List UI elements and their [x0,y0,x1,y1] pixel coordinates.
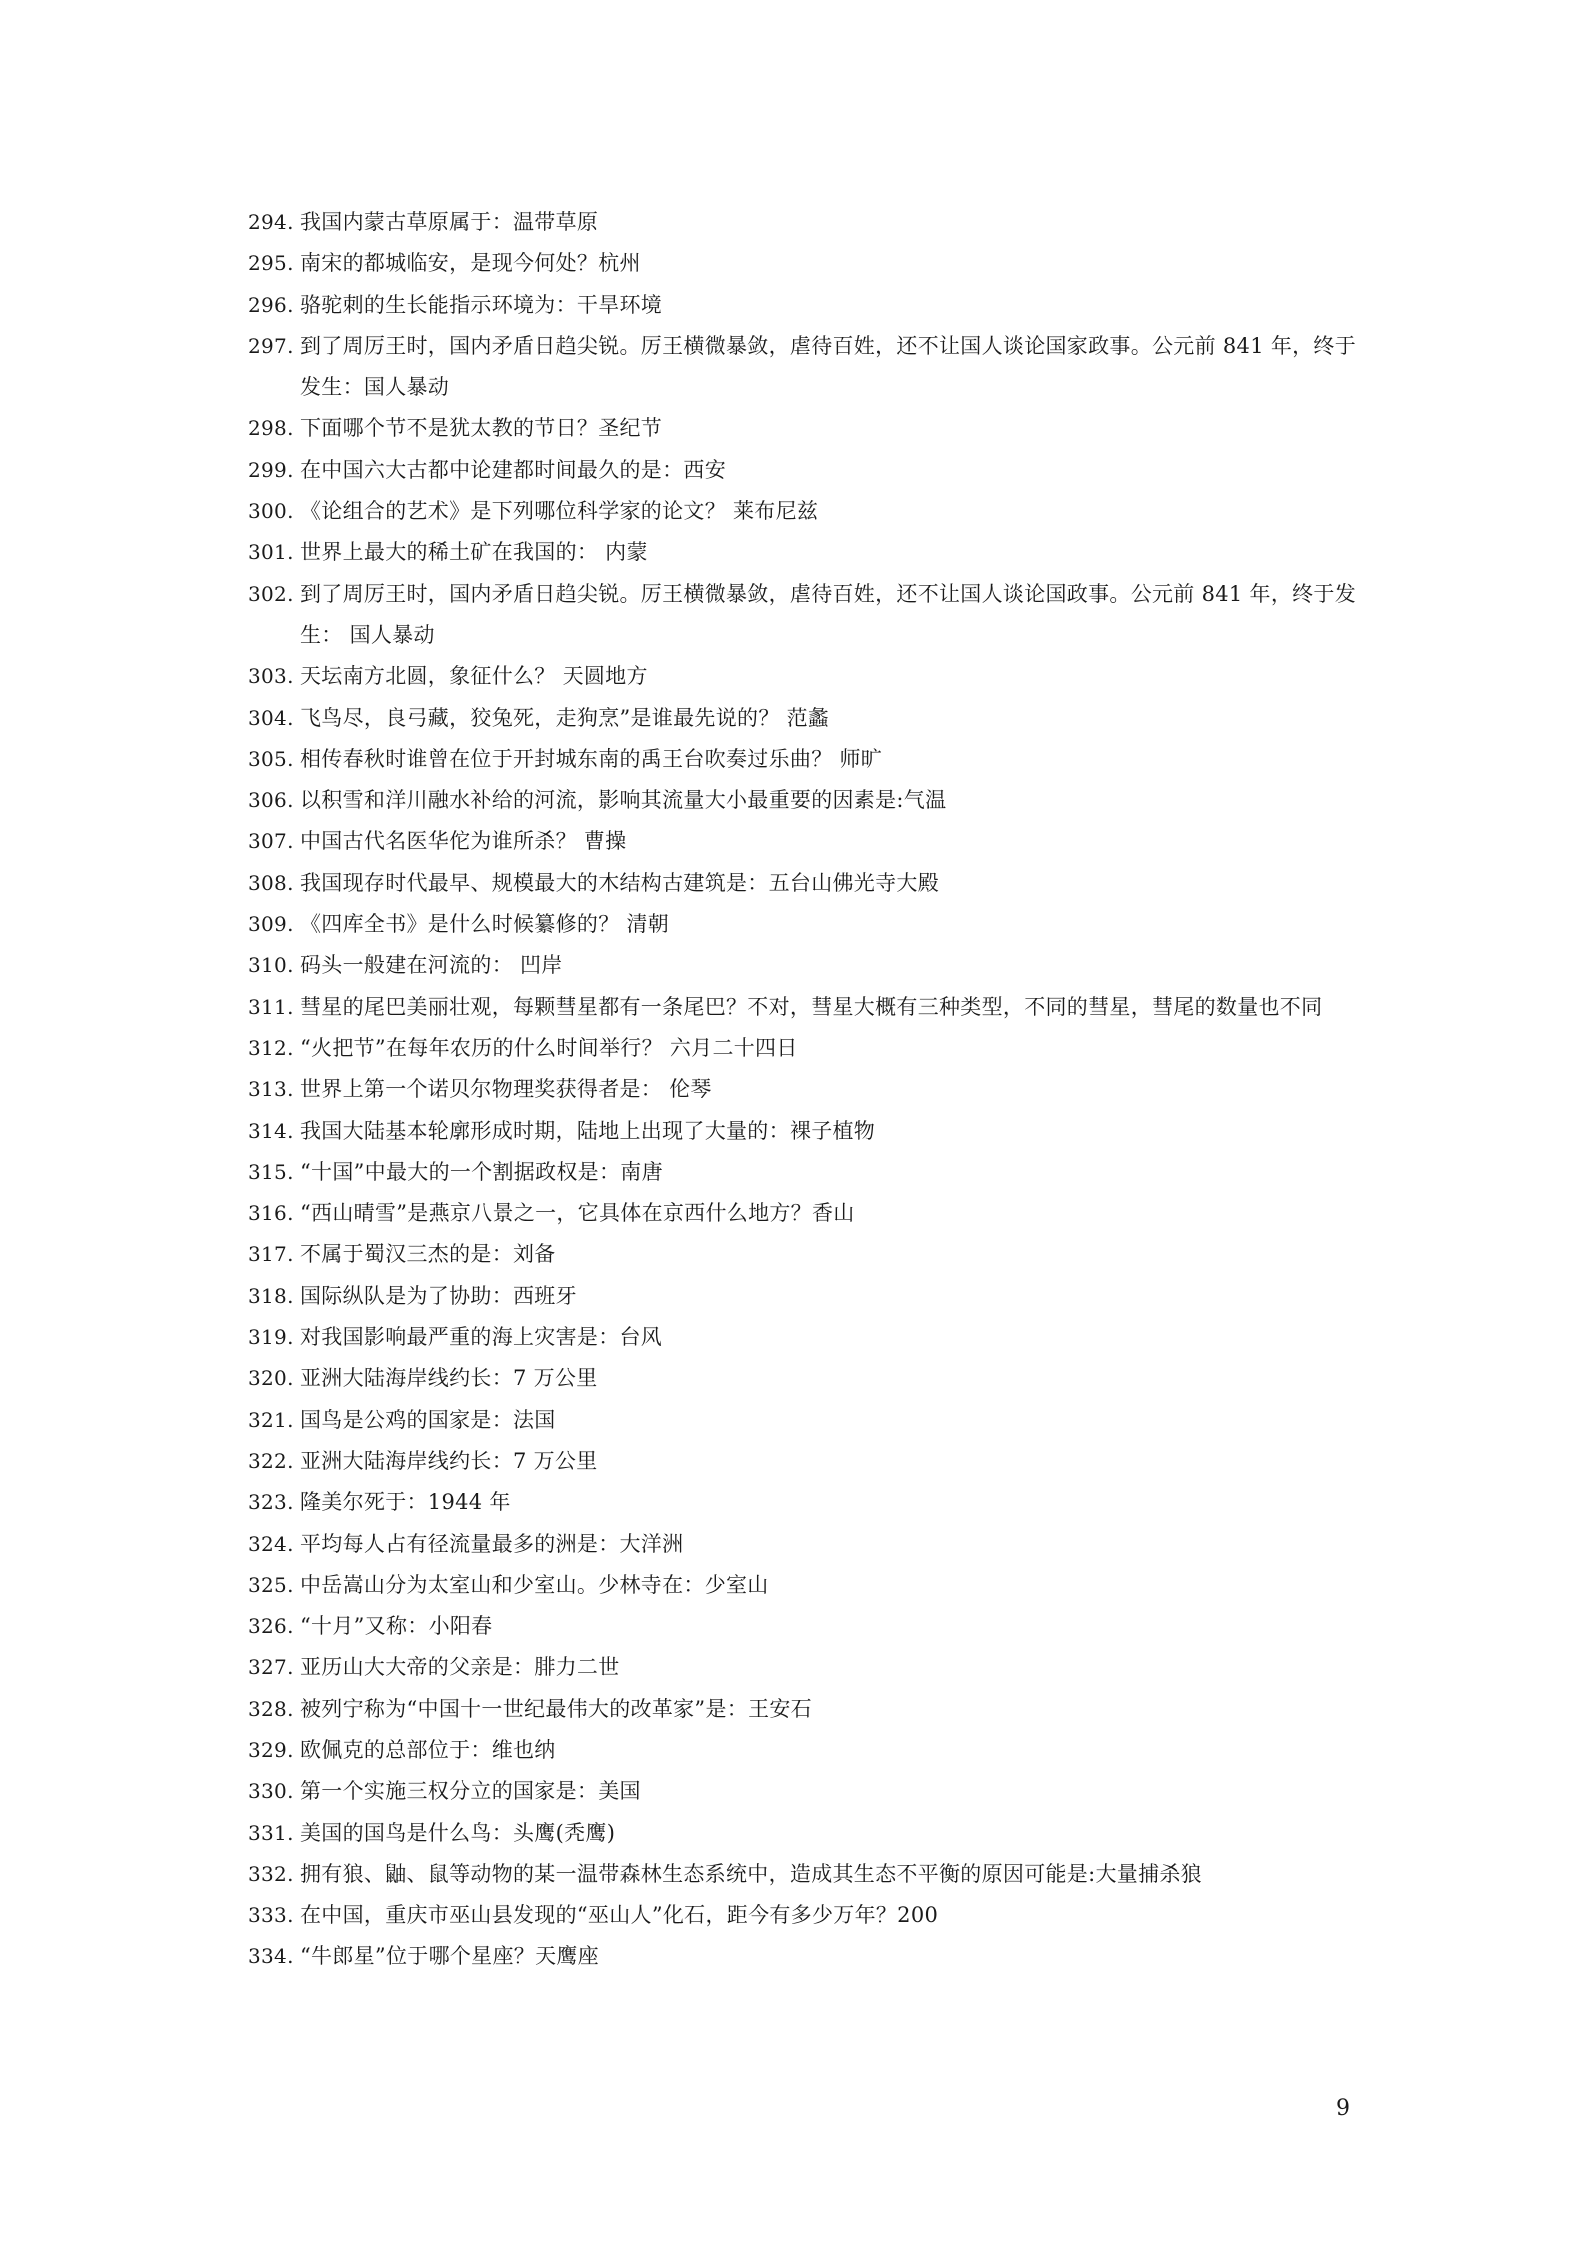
question-text: 第一个实施三权分立的国家是：美国 [300,1779,641,1804]
question-text: 《论组合的艺术》是下列哪位科学家的论文？ 莱布尼兹 [300,499,819,524]
question-text: 我国内蒙古草原属于：温带草原 [300,210,599,234]
question-item [248,1234,1368,1275]
question-number: 333. [248,1903,294,1928]
question-number: 304. [248,705,294,730]
question-number: 325. [248,1572,294,1597]
question-item [248,491,1368,532]
question-text: “火把节”在每年农历的什么时间举行？ 六月二十四日 [300,1035,798,1060]
question-text: 码头一般建在河流的： 凹岸 [300,953,563,978]
question-number: 294. [248,210,294,234]
question-number: 317. [248,1242,294,1267]
question-item [248,1647,1368,1688]
question-number: 300. [248,499,294,524]
question-text: 骆驼刺的生长能指示环境为：干旱环境 [300,292,663,317]
question-item [248,987,1368,1028]
question-item [248,945,1368,986]
question-number: 313. [248,1077,294,1102]
question-text: 南宋的都城临安，是现今何处？杭州 [300,251,641,276]
question-item [248,1730,1368,1771]
question-item [248,1936,1368,1977]
question-text: 亚历山大大帝的父亲是：腓力二世 [300,1655,620,1680]
question-number: 306. [248,788,294,813]
question-number: 327. [248,1655,294,1680]
question-item [248,1358,1368,1399]
question-item [248,202,1368,243]
question-number: 312. [248,1035,294,1060]
question-number: 308. [248,870,294,895]
question-number: 298. [248,416,294,441]
question-item [248,574,1368,657]
question-number: 316. [248,1201,294,1226]
question-text: 欧佩克的总部位于：维也纳 [300,1737,556,1762]
question-text: “十国”中最大的一个割据政权是：南唐 [300,1159,663,1184]
question-item [248,1606,1368,1647]
question-number: 330. [248,1779,294,1804]
question-item [248,698,1368,739]
question-text: 国际纵队是为了协助：西班牙 [300,1283,577,1308]
question-item [248,326,1368,409]
question-number: 305. [248,746,294,771]
question-text: 世界上最大的稀土矿在我国的： 内蒙 [300,540,648,565]
question-text: 不属于蜀汉三杰的是：刘备 [300,1242,556,1267]
question-item [248,904,1368,945]
question-text: 相传春秋时谁曾在位于开封城东南的禹王台吹奏过乐曲？ 师旷 [300,746,883,771]
question-text: 中国古代名医华佗为谁所杀？ 曹操 [300,829,627,854]
question-text: 我国大陆基本轮廓形成时期，陆地上出现了大量的：裸子植物 [300,1118,876,1143]
question-text: 下面哪个节不是犹太教的节日？圣纪节 [300,416,663,441]
question-item [248,1524,1368,1565]
question-item [248,532,1368,573]
question-text: 亚洲大陆海岸线约长：7 万公里 [300,1448,598,1473]
question-text: 到了周厉王时，国内矛盾日趋尖锐。厉王横微暴敛，虐待百姓，还不让国人谈论国家政事。公元前 841 年，终于发生：国人暴动 [300,333,1357,400]
question-text: “牛郎星”位于哪个星座？天鹰座 [300,1944,599,1969]
question-text: 亚洲大陆海岸线约长：7 万公里 [300,1366,598,1391]
question-item [248,1400,1368,1441]
question-number: 322. [248,1448,294,1473]
question-text: 隆美尔死于：1944 年 [300,1490,511,1515]
question-text: “西山晴雪”是燕京八景之一，它具体在京西什么地方？香山 [300,1201,855,1226]
question-number: 323. [248,1490,294,1515]
question-item [248,1193,1368,1234]
question-number: 303. [248,664,294,689]
question-text: 我国现存时代最早、规模最大的木结构古建筑是：五台山佛光寺大殿 [300,870,939,895]
question-number: 307. [248,829,294,854]
question-number: 332. [248,1861,294,1886]
question-number: 314. [248,1118,294,1143]
question-item [248,1028,1368,1069]
question-number: 301. [248,540,294,565]
question-item [248,656,1368,697]
question-text: “十月”又称：小阳春 [300,1614,493,1639]
question-number: 329. [248,1737,294,1762]
question-item [248,1771,1368,1812]
question-item [248,739,1368,780]
question-text: 彗星的尾巴美丽壮观，每颗彗星都有一条尾巴？不对，彗星大概有三种类型，不同的彗星，彗尾的数量也不同 [300,994,1323,1019]
question-item [248,780,1368,821]
question-number: 295. [248,251,294,276]
question-number: 296. [248,292,294,317]
page-number: 9 [1336,2096,1350,2121]
question-number: 297. [248,333,294,358]
question-list [248,202,1368,1978]
question-item [248,863,1368,904]
question-item [248,1854,1368,1895]
question-number: 324. [248,1531,294,1556]
question-text: 美国的国鸟是什么鸟：头鹰(秃鹰) [300,1820,616,1845]
question-item [248,408,1368,449]
question-text: 天坛南方北圆，象征什么？ 天圆地方 [300,664,648,689]
question-item [248,1482,1368,1523]
question-item [248,1152,1368,1193]
question-text: 国鸟是公鸡的国家是：法国 [300,1407,556,1432]
question-item [248,1441,1368,1482]
question-number: 334. [248,1944,294,1969]
question-number: 315. [248,1159,294,1184]
question-item [248,1069,1368,1110]
question-text: 被列宁称为“中国十一世纪最伟大的改革家”是：王安石 [300,1696,812,1721]
question-text: 飞鸟尽，良弓藏，狡兔死，走狗烹”是谁最先说的？ 范蠡 [300,705,830,730]
question-number: 311. [248,994,294,1019]
question-text: 拥有狼、鼬、鼠等动物的某一温带森林生态系统中，造成其生态不平衡的原因可能是:大量捕杀狼 [300,1861,1202,1886]
question-item [248,285,1368,326]
question-number: 328. [248,1696,294,1721]
question-item [248,821,1368,862]
question-number: 309. [248,912,294,937]
question-text: 在中国六大古都中论建都时间最久的是：西安 [300,457,726,482]
question-text: 世界上第一个诺贝尔物理奖获得者是： 伦琴 [300,1077,712,1102]
question-item [248,243,1368,284]
question-item [248,1317,1368,1358]
question-text: 到了周厉王时，国内矛盾日趋尖锐。厉王横微暴敛，虐待百姓，还不让国人谈论国政事。公元前 841 年，终于发生： 国人暴动 [300,581,1357,647]
question-number: 299. [248,457,294,482]
question-number: 320. [248,1366,294,1391]
question-text: 中岳嵩山分为太室山和少室山。少林寺在：少室山 [300,1572,769,1597]
question-number: 331. [248,1820,294,1845]
question-number: 321. [248,1407,294,1432]
question-text: 《四库全书》是什么时候纂修的？ 清朝 [300,912,670,937]
question-text: 在中国，重庆市巫山县发现的“巫山人”化石，距今有多少万年？200 [300,1903,939,1928]
question-text: 平均每人占有径流量最多的洲是：大洋洲 [300,1531,684,1556]
question-number: 302. [248,581,294,606]
question-number: 319. [248,1325,294,1350]
question-item [248,1111,1368,1152]
question-text: 对我国影响最严重的海上灾害是：台风 [300,1325,663,1350]
question-item [248,1276,1368,1317]
question-number: 318. [248,1283,294,1308]
question-item [248,1689,1368,1730]
question-item [248,450,1368,491]
question-text: 以积雪和洋川融水补给的河流，影响其流量大小最重要的因素是:气温 [300,788,947,813]
question-number: 310. [248,953,294,978]
question-item [248,1895,1368,1936]
question-item [248,1565,1368,1606]
question-item [248,1813,1368,1854]
question-number: 326. [248,1614,294,1639]
